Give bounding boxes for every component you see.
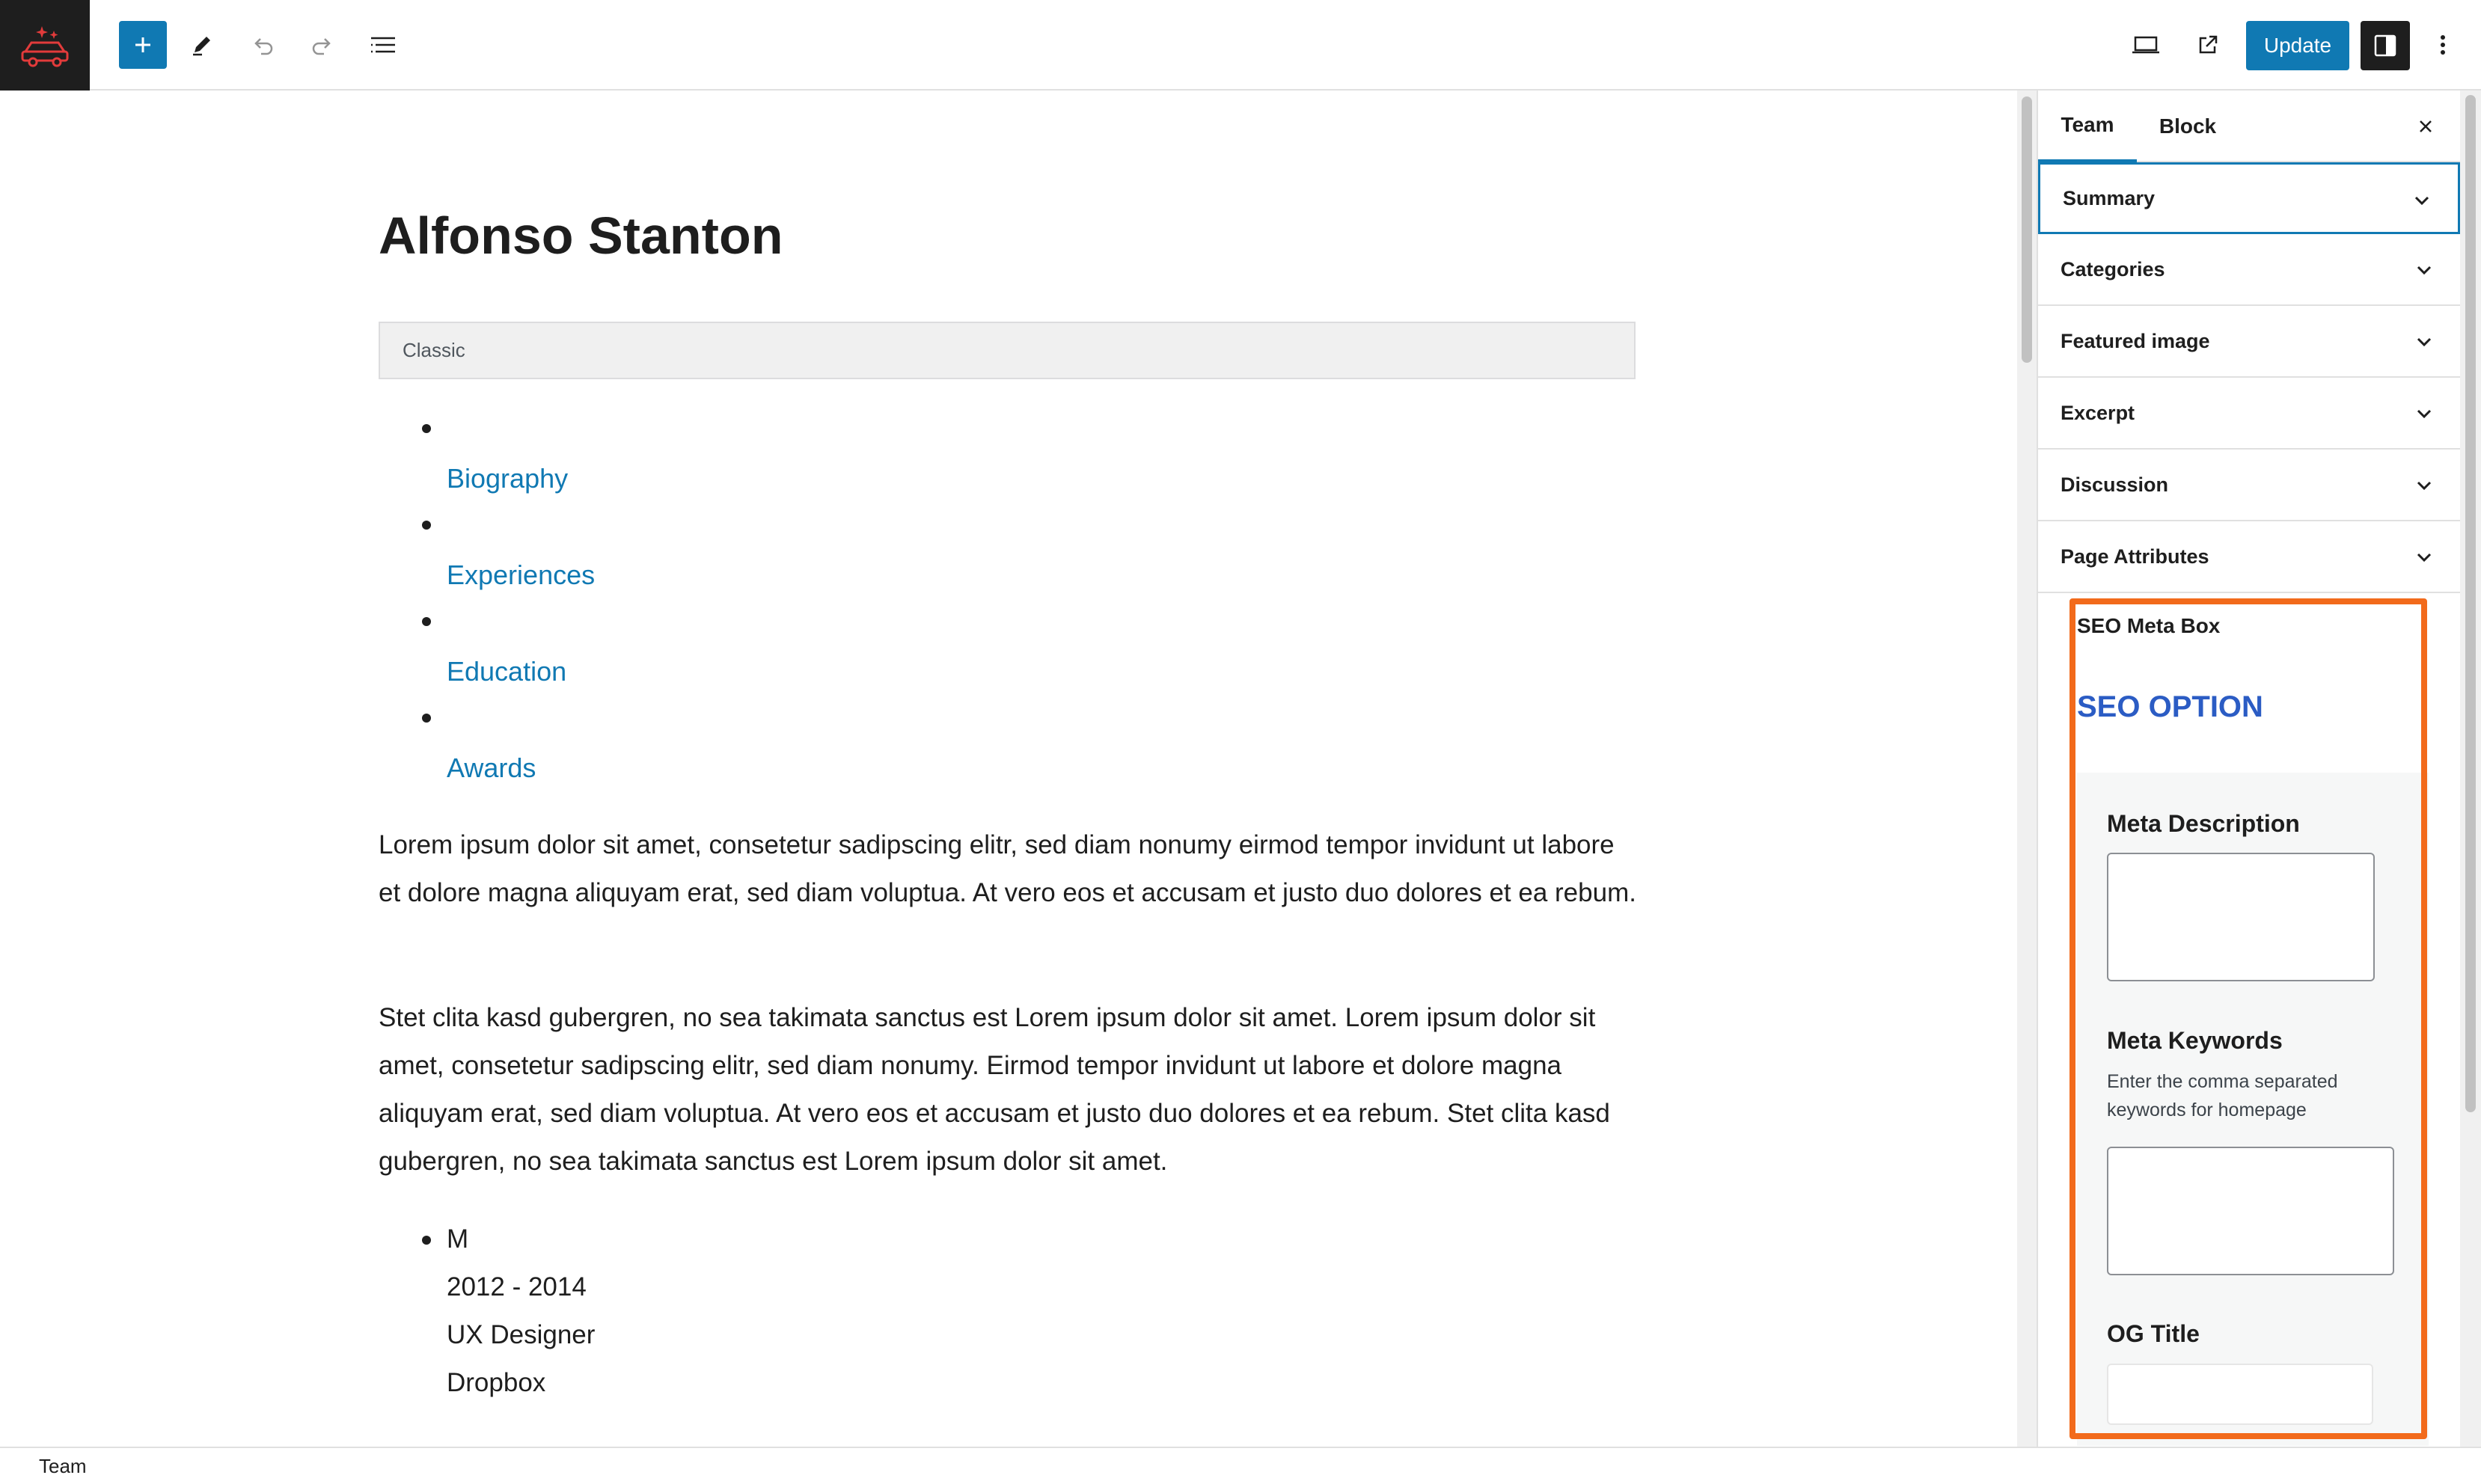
experience-company: Dropbox	[447, 1368, 546, 1397]
more-vertical-icon	[2438, 31, 2447, 58]
canvas-scrollbar[interactable]	[2017, 91, 2037, 1447]
editor-toolbar	[0, 0, 2481, 91]
panel-title: Page Attributes	[2061, 545, 2209, 568]
preview-button[interactable]	[2122, 21, 2170, 69]
meta-keywords-label: Meta Keywords	[2107, 1027, 2283, 1054]
meta-keywords-help: Enter the comma separated keywords for homepage	[2107, 1071, 2338, 1120]
panel-title: Discussion	[2061, 473, 2169, 496]
list-item	[379, 506, 1636, 602]
document-overview-button[interactable]	[359, 21, 407, 69]
og-title-label: OG Title	[2107, 1320, 2200, 1347]
add-block-button[interactable]	[119, 21, 167, 69]
paragraph[interactable]: Stet clita kasd gubergren, no sea takimata sanctus est Lorem ipsum dolor sit amet. Lorem ipsum dolor sit amet, consetetur sadipscing elitr, sed diam nonumy. Eirmod tempor invidunt ut labore et dolore magna aliquyam erat, sed diam voluptua. At vero eos et accusam et justo duo dolores et ea rebum. Stet clita kasd gubergren, no sea takimata sanctus est Lorem ipsum dolor sit amet.	[379, 1003, 1610, 1176]
block-breadcrumb-bar	[0, 1447, 2481, 1484]
bullet-icon	[422, 714, 431, 723]
link-awards[interactable]: Awards	[447, 752, 536, 783]
tab-block[interactable]: Block	[2159, 114, 2217, 138]
site-logo[interactable]	[0, 0, 90, 91]
undo-icon	[249, 31, 276, 58]
classic-block-toolbar[interactable]: Classic	[379, 322, 1636, 379]
plus-icon	[131, 33, 155, 57]
post-title[interactable]: Alfonso Stanton	[379, 206, 783, 265]
settings-toggle-button[interactable]	[2361, 21, 2410, 70]
scrollbar-thumb[interactable]	[2465, 95, 2476, 1112]
desktop-preview-icon	[2131, 31, 2161, 58]
meta-keywords-textarea[interactable]	[2107, 1147, 2394, 1275]
list-item	[379, 699, 1636, 795]
redo-icon	[309, 31, 336, 58]
panel-title: Excerpt	[2061, 401, 2135, 424]
bullet-icon	[422, 521, 431, 530]
bullet-icon	[422, 424, 431, 433]
chevron-down-icon	[2411, 257, 2438, 283]
sidebar-toggle-icon	[2372, 32, 2399, 59]
chevron-down-icon	[2411, 328, 2438, 355]
scrollbar-thumb[interactable]	[2022, 96, 2032, 363]
panel-title: Categories	[2061, 257, 2165, 280]
seo-meta-box	[2038, 593, 2460, 1438]
meta-description-textarea[interactable]	[2107, 853, 2375, 981]
section-link-list	[379, 409, 1636, 795]
options-button[interactable]	[2424, 21, 2462, 69]
link-experiences[interactable]: Experiences	[447, 559, 596, 590]
close-sidebar-button[interactable]	[2408, 108, 2444, 144]
bullet-icon	[422, 1236, 431, 1245]
sidebar-tabs	[2038, 91, 2460, 162]
panel-featured-image[interactable]	[2038, 306, 2460, 378]
og-title-input[interactable]	[2107, 1364, 2373, 1425]
update-button[interactable]: Update	[2246, 21, 2349, 70]
panel-summary[interactable]	[2038, 162, 2460, 234]
chevron-down-icon	[2411, 472, 2438, 499]
panel-excerpt[interactable]	[2038, 378, 2460, 450]
site-logo-icon	[15, 16, 75, 76]
list-item	[379, 409, 1636, 506]
close-icon	[2415, 116, 2436, 137]
experience-initial: M	[447, 1224, 469, 1254]
paragraph[interactable]: Lorem ipsum dolor sit amet, consetetur sadipscing elitr, sed diam nonumy eirmod tempor invidunt ut labore et dolore magna aliquyam erat, sed diam voluptua. At vero eos et accusam et justo duo dolores et ea rebum.	[379, 830, 1636, 907]
chevron-down-icon	[2411, 400, 2438, 427]
seo-fields-panel	[2077, 773, 2429, 1446]
redo-button[interactable]	[299, 21, 346, 69]
undo-button[interactable]	[239, 21, 287, 69]
panel-discussion[interactable]	[2038, 450, 2460, 521]
meta-description-label: Meta Description	[2107, 810, 2300, 837]
chevron-down-icon	[2411, 544, 2438, 571]
tab-team[interactable]: Team	[2038, 91, 2137, 162]
pencil-icon	[189, 31, 215, 58]
seo-meta-box-title[interactable]: SEO Meta Box	[2077, 614, 2221, 637]
breadcrumb-item[interactable]: Team	[39, 1454, 87, 1477]
experience-years: 2012 - 2014	[447, 1272, 587, 1301]
list-item	[379, 602, 1636, 699]
link-biography[interactable]: Biography	[447, 463, 569, 494]
edit-tools-button[interactable]	[178, 21, 226, 69]
seo-option-heading: SEO OPTION	[2077, 690, 2263, 723]
panel-page-attributes[interactable]	[2038, 521, 2460, 593]
experience-role: UX Designer	[447, 1320, 596, 1349]
external-link-icon	[2194, 31, 2221, 58]
experience-entry[interactable]	[447, 1215, 595, 1407]
link-education[interactable]: Education	[447, 656, 567, 687]
panel-categories[interactable]	[2038, 234, 2460, 306]
editor-canvas	[0, 91, 2017, 1447]
bullet-icon	[422, 617, 431, 626]
settings-sidebar	[2037, 91, 2460, 1447]
list-view-icon	[368, 31, 398, 58]
chevron-down-icon	[2408, 187, 2435, 214]
sidebar-scrollbar[interactable]	[2460, 91, 2481, 1447]
panel-title: Featured image	[2061, 329, 2210, 352]
panel-title: Summary	[2063, 186, 2156, 209]
view-post-button[interactable]	[2184, 21, 2232, 69]
